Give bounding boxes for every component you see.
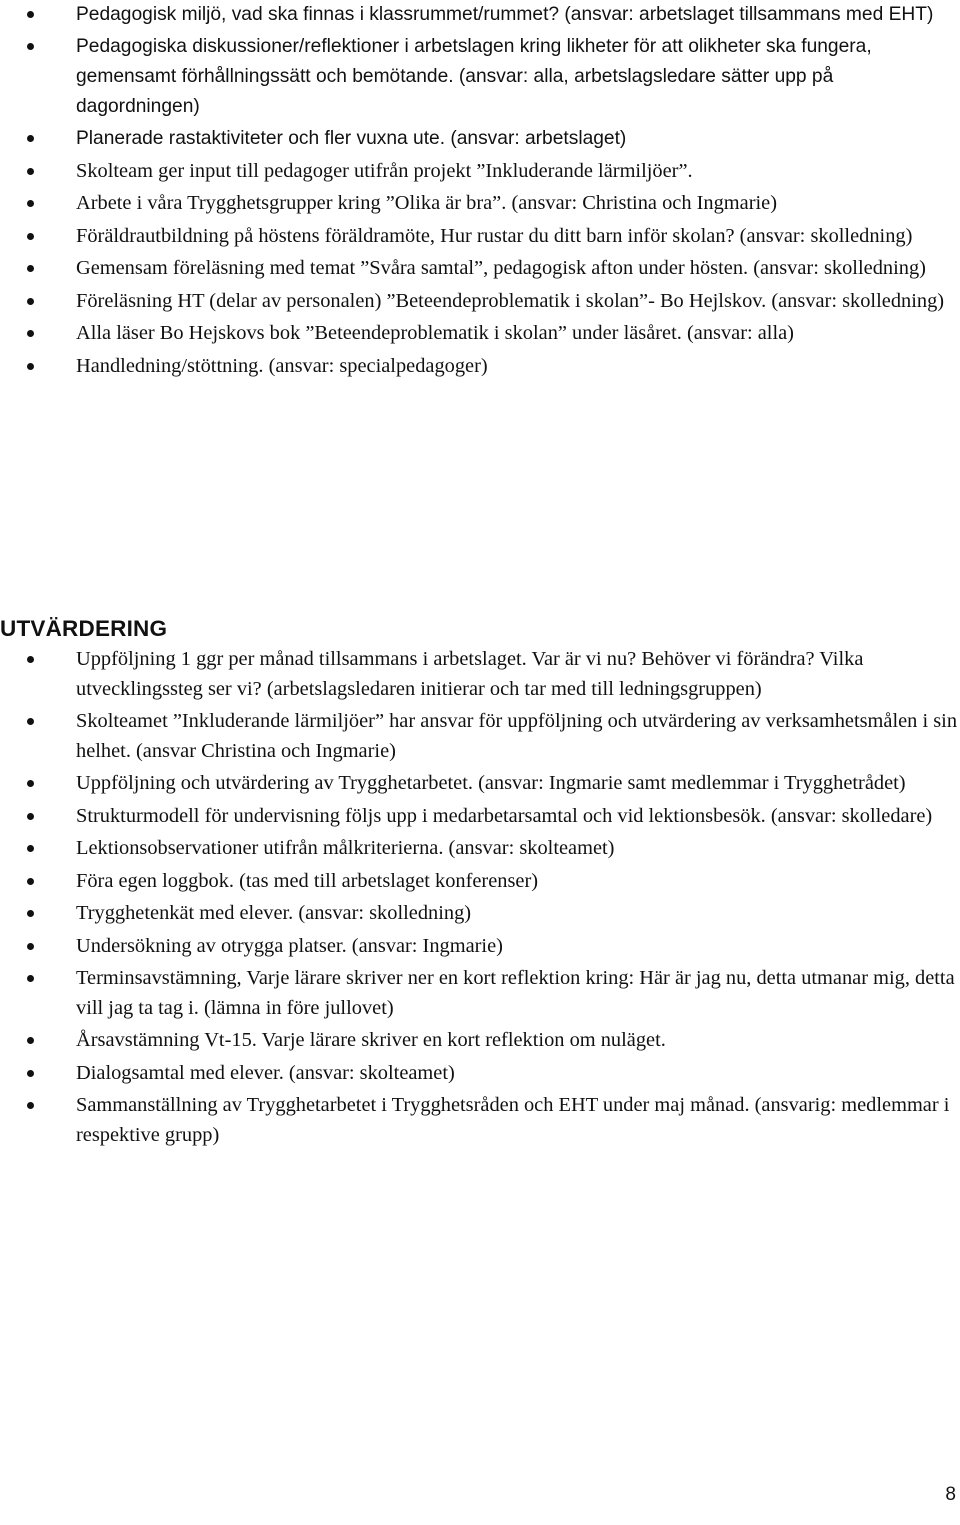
bullet-icon (27, 11, 34, 18)
bullet-icon (27, 813, 34, 820)
list-item (0, 769, 958, 799)
item-text: Föreläsning HT (delar av personalen) ”Beteendeproblematik i skolan”- Bo Hejlskov. (ansvar: skolledning) (76, 289, 945, 312)
bullet-icon (27, 878, 34, 885)
item-text: Skolteam ger input till pedagoger utifrån projekt ”Inkluderande lärmiljöer”. (76, 159, 693, 182)
bullet-icon (27, 330, 34, 337)
item-responsible: (ansvar: Christina och Ingmarie) (511, 192, 777, 215)
list-item (0, 157, 958, 187)
item-text: Uppföljning och utvärdering av Trygghetarbetet. (ansvar: Ingmarie samt medlemmar i Trygghetrådet) (76, 772, 906, 795)
list-item (0, 287, 958, 317)
list-item (0, 964, 958, 1023)
bullet-icon (27, 780, 34, 787)
item-text: Undersökning av otrygga platser. (ansvar: Ingmarie) (76, 934, 503, 957)
list-item (0, 124, 958, 154)
list-item (0, 899, 958, 929)
list-item (0, 0, 958, 30)
item-text: Arbete i våra Trygghetsgrupper kring ”Olika är bra”. (76, 192, 512, 215)
list-item (0, 834, 958, 864)
bullet-icon (27, 298, 34, 305)
item-text: Terminsavstämning, Varje lärare skriver ner en kort reflektion kring: Här är jag nu, detta utmanar mig, detta vill jag ta tag i. (lämna in före jullovet) (76, 967, 955, 1019)
list-item (0, 867, 958, 897)
item-text: Planerade rastaktiviteter och fler vuxna ute. (ansvar: arbetslaget) (76, 128, 627, 150)
item-text: Sammanställning av Trygghetarbetet i Trygghetsråden och EHT under maj månad. (ansvarig: medlemmar i respektive grupp) (76, 1094, 950, 1146)
list-item (0, 1059, 958, 1089)
bullet-icon (27, 1070, 34, 1077)
item-text: Föra egen loggbok. (tas med till arbetslaget konferenser) (76, 869, 539, 892)
bullet-icon (27, 233, 34, 240)
evaluation-list (0, 645, 958, 1153)
item-text: Dialogsamtal med elever. (ansvar: skolteamet) (76, 1061, 455, 1084)
item-text: Pedagogiska diskussioner/reflektioner i arbetslagen kring likheter för att olikheter ska fungera, gemensamt förhållningssätt och bemötande. (ansvar: alla, arbetslagsledare sätter upp på dagordningen) (76, 36, 872, 117)
item-text: Trygghetenkät med elever. (ansvar: skolledning) (76, 902, 472, 925)
list-item (0, 932, 958, 962)
list-item (0, 352, 958, 382)
bullet-icon (27, 135, 34, 142)
bullet-icon (27, 1037, 34, 1044)
item-text: Uppföljning 1 ggr per månad tillsammans i arbetslaget. Var är vi nu? Behöver vi förändra? Vilka utvecklingssteg ser vi? (arbetslagsledaren initierar och tar med till ledningsgruppen) (76, 648, 864, 700)
item-text: Årsavstämning Vt-15. Varje lärare skriver en kort reflektion om nuläget. (76, 1029, 666, 1052)
item-text: Gemensam föreläsning med temat ”Svåra samtal”, pedagogisk afton under hösten. (ansvar: skolledning) (76, 257, 926, 280)
page-number: 8 (945, 1484, 956, 1505)
bullet-icon (27, 845, 34, 852)
bullet-icon (27, 656, 34, 663)
bullet-icon (27, 910, 34, 917)
list-item (0, 802, 958, 832)
bullet-icon (27, 1102, 34, 1109)
list-item (0, 1026, 958, 1056)
item-text: Alla läser Bo Hejskovs bok ”Beteendeproblematik i skolan” under läsåret. (ansvar: alla) (76, 322, 794, 345)
item-text: Lektionsobservationer utifrån målkriterierna. (ansvar: skolteamet) (76, 837, 615, 860)
bullet-icon (27, 975, 34, 982)
list-item (0, 222, 958, 252)
bullet-icon (27, 265, 34, 272)
item-text: Handledning/stöttning. (ansvar: specialpedagoger) (76, 354, 488, 377)
item-text: Strukturmodell för undervisning följs upp i medarbetarsamtal och vid lektionsbesök. (ansvar: skolledare) (76, 804, 933, 827)
bullet-icon (27, 168, 34, 175)
list-item (0, 32, 958, 121)
list-item (0, 1091, 958, 1150)
list-item (0, 319, 958, 349)
item-text: Föräldrautbildning på höstens föräldramöte, Hur rustar du ditt barn inför skolan? (ansvar: skolledning) (76, 224, 913, 247)
list-item (0, 707, 958, 766)
section-heading: UTVÄRDERING (0, 616, 168, 641)
bullet-icon (27, 200, 34, 207)
bullet-icon (27, 363, 34, 370)
bullet-icon (27, 718, 34, 725)
list-item (0, 254, 958, 284)
list-item (0, 645, 958, 704)
item-text: Skolteamet ”Inkluderande lärmiljöer” har ansvar för uppföljning och utvärdering av verksamhetsmålen i sin helhet. (ansvar Christina och Ingmarie) (76, 710, 958, 762)
item-text: Pedagogisk miljö, vad ska finnas i klassrummet/rummet? (ansvar: arbetslaget tillsammans med EHT) (76, 4, 934, 25)
list-item (0, 189, 958, 219)
bullet-icon (27, 43, 34, 50)
bullet-icon (27, 943, 34, 950)
action-list (0, 0, 958, 384)
